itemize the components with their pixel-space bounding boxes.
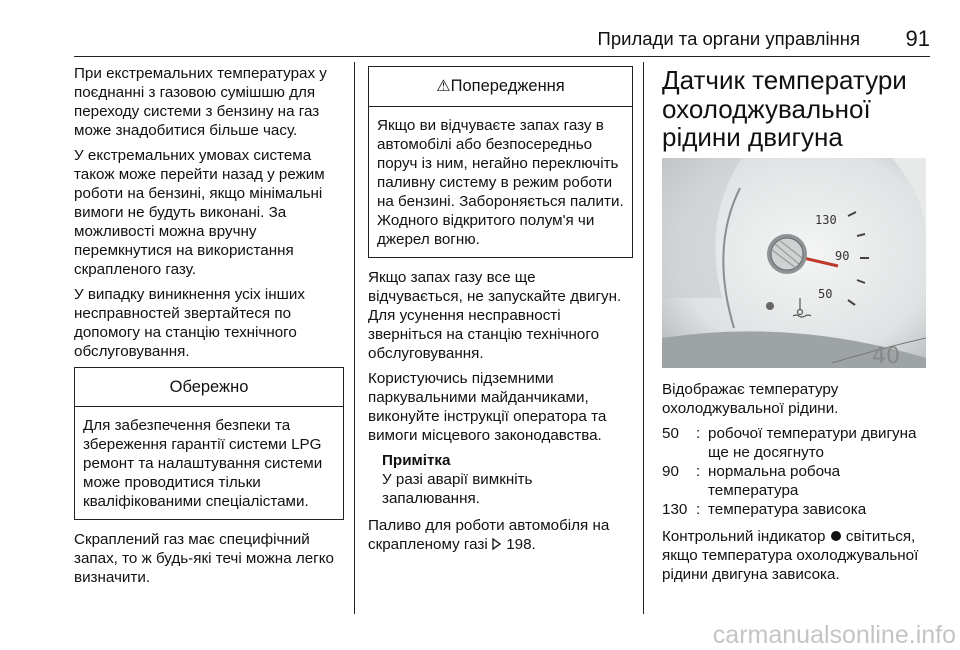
paragraph: Відображає температуру охолоджувальної рідини. [662, 380, 839, 417]
note-title: Примітка [382, 452, 451, 469]
warning-title-text: Попередження [450, 77, 565, 95]
header-divider [74, 56, 930, 57]
page-title: Прилади та органи управління [597, 28, 860, 49]
warning-box [368, 66, 633, 258]
warning-triangle-icon: ⚠ [436, 78, 451, 95]
page-header [0, 0, 960, 60]
column-right [662, 64, 930, 590]
definition-value: температура зависока [708, 500, 867, 518]
column-middle [368, 64, 633, 560]
gauge-label-50: 50 [818, 286, 833, 301]
indicator-dot-icon [830, 530, 842, 542]
paragraph: Якщо запах газу все ще відчувається, не запускайте двигун. Для усунення несправності зверніться на станцію технічного обслуговування. [368, 269, 622, 362]
column-divider-right [643, 62, 644, 614]
paragraph-text: Контрольний індикатор [662, 527, 826, 545]
definition-value: робочої температури двигуна ще не досягнуто [708, 424, 917, 461]
page-reference[interactable]: 198. [506, 536, 536, 553]
warning-box-text: Якщо ви відчуваєте запах газу в автомобілі або безпосередньо поруч із ним, негайно переключіть паливну систему в режим роботи на бензині. Забороняється палити. Жодного відкритого полум'я чи джерел вогню. [377, 117, 624, 248]
caution-box-title: Обережно [75, 368, 343, 407]
page-number: 91 [905, 26, 930, 51]
coolant-gauge-image [662, 158, 926, 368]
section-title: Датчик температури охолоджувальної рідини двигуна [662, 65, 907, 152]
coolant-gauge-illustration [662, 158, 926, 368]
paragraph: Скраплений газ має специфічний запах, то ж будь-які течі можна легко визначити. [74, 531, 334, 586]
watermark-text: carmanualsonline.info [712, 621, 956, 649]
gauge-corner-text: 40 [872, 343, 900, 368]
column-divider-left [354, 62, 355, 614]
paragraph: При екстремальних температурах у поєднанні з газовою сумішшю для переходу системи з бензину на газ може знадобитися більше часу. [74, 65, 327, 139]
definition-value: нормальна робоча температура [708, 462, 841, 499]
definition-separator: : [696, 462, 701, 480]
page-ref-arrow-icon [492, 538, 502, 550]
paragraph: У випадку виникнення усіх інших несправностей звертайтеся по допомогу на станцію технічного обслуговування. [74, 286, 305, 360]
paragraph [662, 527, 930, 584]
definition-key: 130 [662, 500, 688, 518]
note-block [368, 451, 633, 508]
gauge-label-90: 90 [835, 248, 850, 263]
watermark [0, 612, 960, 649]
gauge-label-130: 130 [815, 212, 837, 227]
definition-row [662, 424, 930, 462]
definition-key: 90 [662, 462, 679, 480]
warning-box-title [369, 67, 632, 107]
definition-row [662, 462, 930, 500]
paragraph-text: Паливо для роботи автомобіля на скрапленому газі [368, 517, 610, 553]
note-text: У разі аварії вимкніть запалювання. [382, 471, 533, 507]
definition-separator: : [696, 424, 701, 442]
indicator-dot-icon [766, 302, 774, 310]
definition-row [662, 500, 930, 519]
caution-box [74, 367, 344, 520]
paragraph: У екстремальних умовах система також може перейти назад у режим роботи на бензині, якщо мінімальні вимоги не будуть виконані. За можливості можна вручну перемкнутися на використання скрапленого газу. [74, 147, 325, 278]
definition-key: 50 [662, 424, 679, 442]
column-left [74, 64, 344, 593]
paragraph [368, 516, 633, 554]
temperature-definitions [662, 424, 930, 519]
caution-box-text: Для забезпечення безпеки та збереження гарантії системи LPG ремонт та налаштування системи може проводитися тільки кваліфікованими спеціалістами. [83, 417, 323, 510]
paragraph-text: світиться, якщо температура охолоджувальної рідини двигуна зависока. [662, 527, 919, 583]
paragraph: Користуючись підземними паркувальними майданчиками, виконуйте інструкції оператора та вимоги місцевого законодавства. [368, 370, 607, 444]
definition-separator: : [696, 500, 701, 518]
